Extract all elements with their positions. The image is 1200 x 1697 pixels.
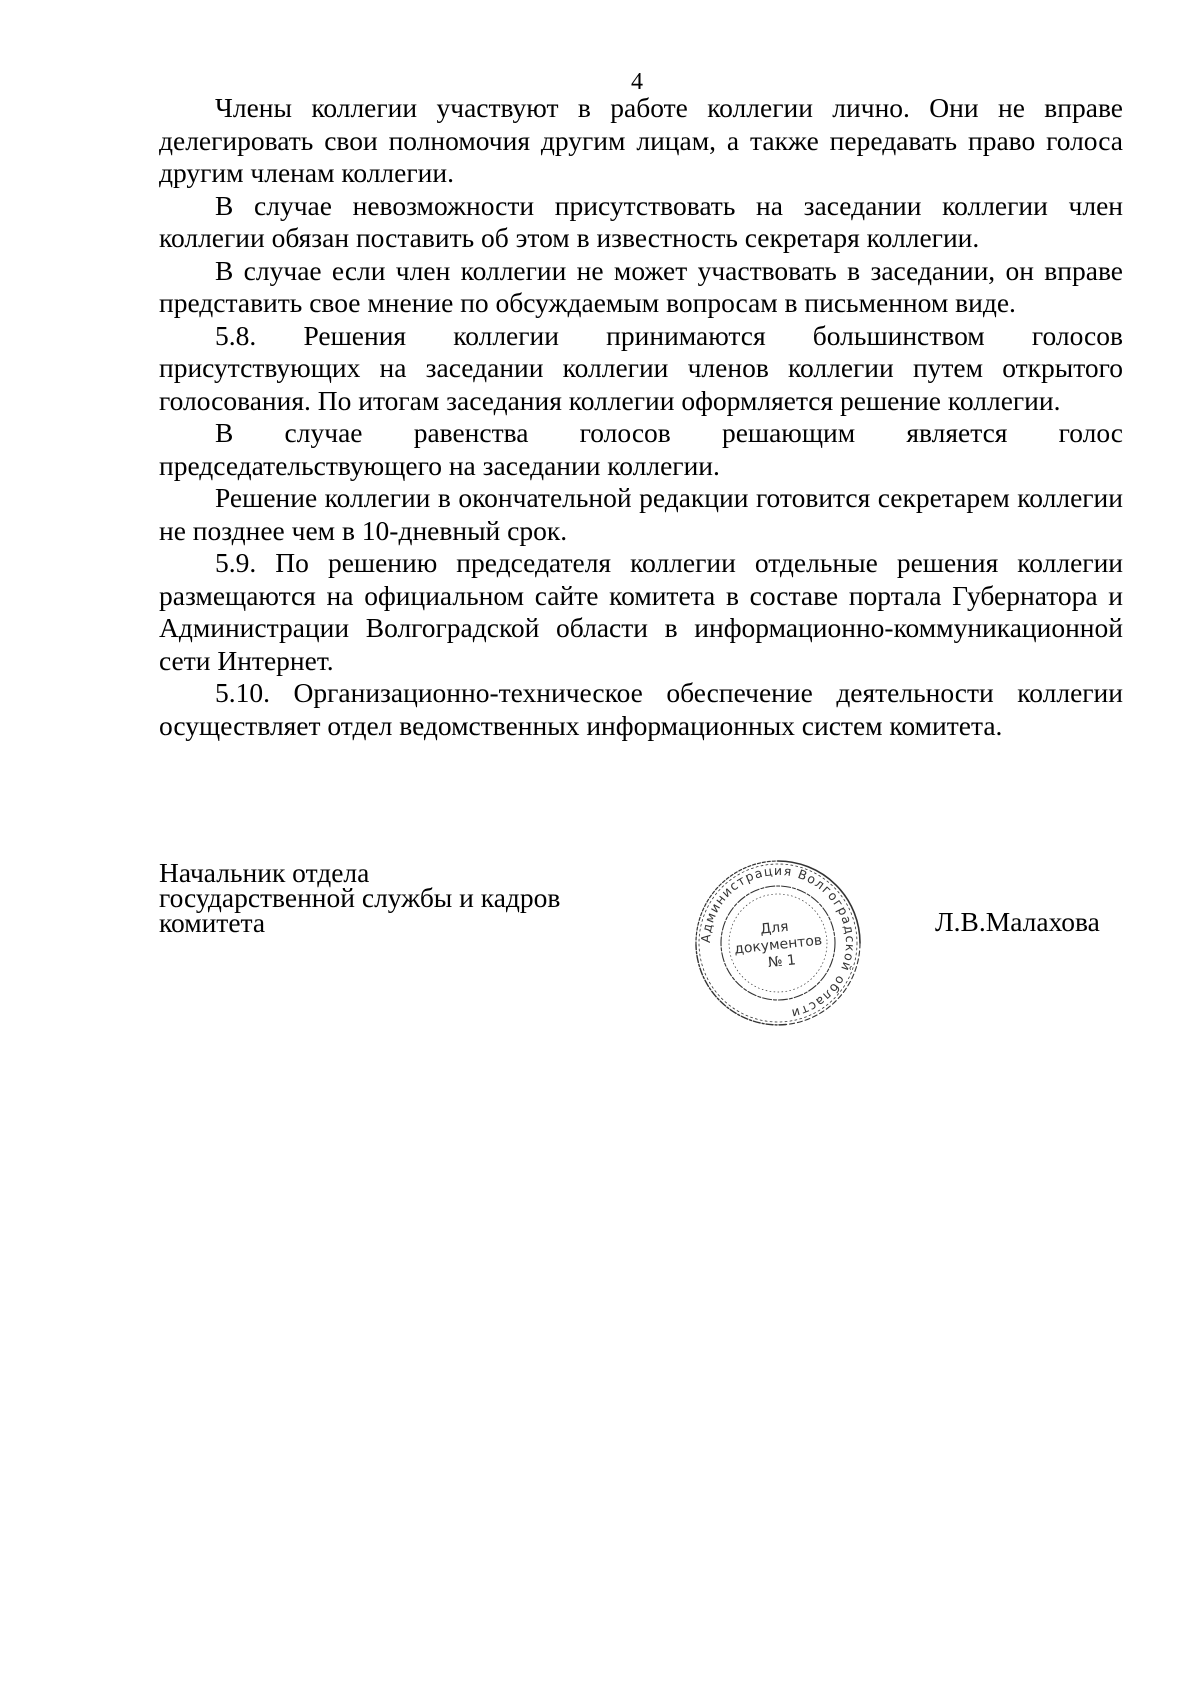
paragraph-5-10-support: 5.10. Организационно-техническое обеспечение деятельности коллегии осуществляет отдел ведомственных информационных систем комитета.	[159, 677, 1123, 741]
svg-text:Администрация Волгоградской об: Администрация Волгоградской области	[697, 862, 859, 1022]
signature-title-line: государственной службы и кадров	[159, 882, 561, 913]
stamp-center-line: документов	[733, 932, 823, 958]
stamp-center-line: № 1	[767, 952, 797, 972]
signature-title	[159, 857, 561, 938]
paragraph-final-decision: Решение коллегии в окончательной редакции готовится секретарем коллегии не позднее чем в 10-дневный срок.	[159, 482, 1123, 546]
stamp-center-line: Для	[759, 918, 790, 938]
signature-title-line: Начальник отдела	[159, 857, 370, 888]
paragraph-absence-notice: В случае невозможности присутствовать на заседании коллегии член коллегии обязан поставить об этом в известность секретаря коллегии.	[159, 189, 1123, 253]
paragraph-members-personal-participation: Члены коллегии участвуют в работе коллегии лично. Они не вправе делегировать свои полномочия другим лицам, а также передавать право голоса другим членам коллегии.	[159, 92, 1123, 188]
signer-name: Л.В.Малахова	[935, 906, 1100, 937]
paragraph-5-9-publication: 5.9. По решению председателя коллегии отдельные решения коллегии размещаются на официальном сайте комитета в составе портала Губернатора и Администрации Волгоградской области в информационно-коммуникационной сети Интернет.	[159, 547, 1123, 676]
seal-stamp-icon	[688, 853, 868, 1033]
body-text	[159, 92, 1123, 742]
signature-title-line: комитета	[159, 907, 266, 938]
page-number: 4	[631, 69, 643, 95]
paragraph-written-opinion: В случае если член коллегии не может участвовать в заседании, он вправе представить свое мнение по обсуждаемым вопросам в письменном виде.	[159, 254, 1123, 318]
paragraph-tie-vote: В случае равенства голосов решающим является голос председательствующего на заседании коллегии.	[159, 417, 1123, 481]
paragraph-5-8-decisions: 5.8. Решения коллегии принимаются большинством голосов присутствующих на заседании коллегии членов коллегии путем открытого голосования. По итогам заседания коллегии оформляется решение коллегии.	[159, 319, 1123, 416]
